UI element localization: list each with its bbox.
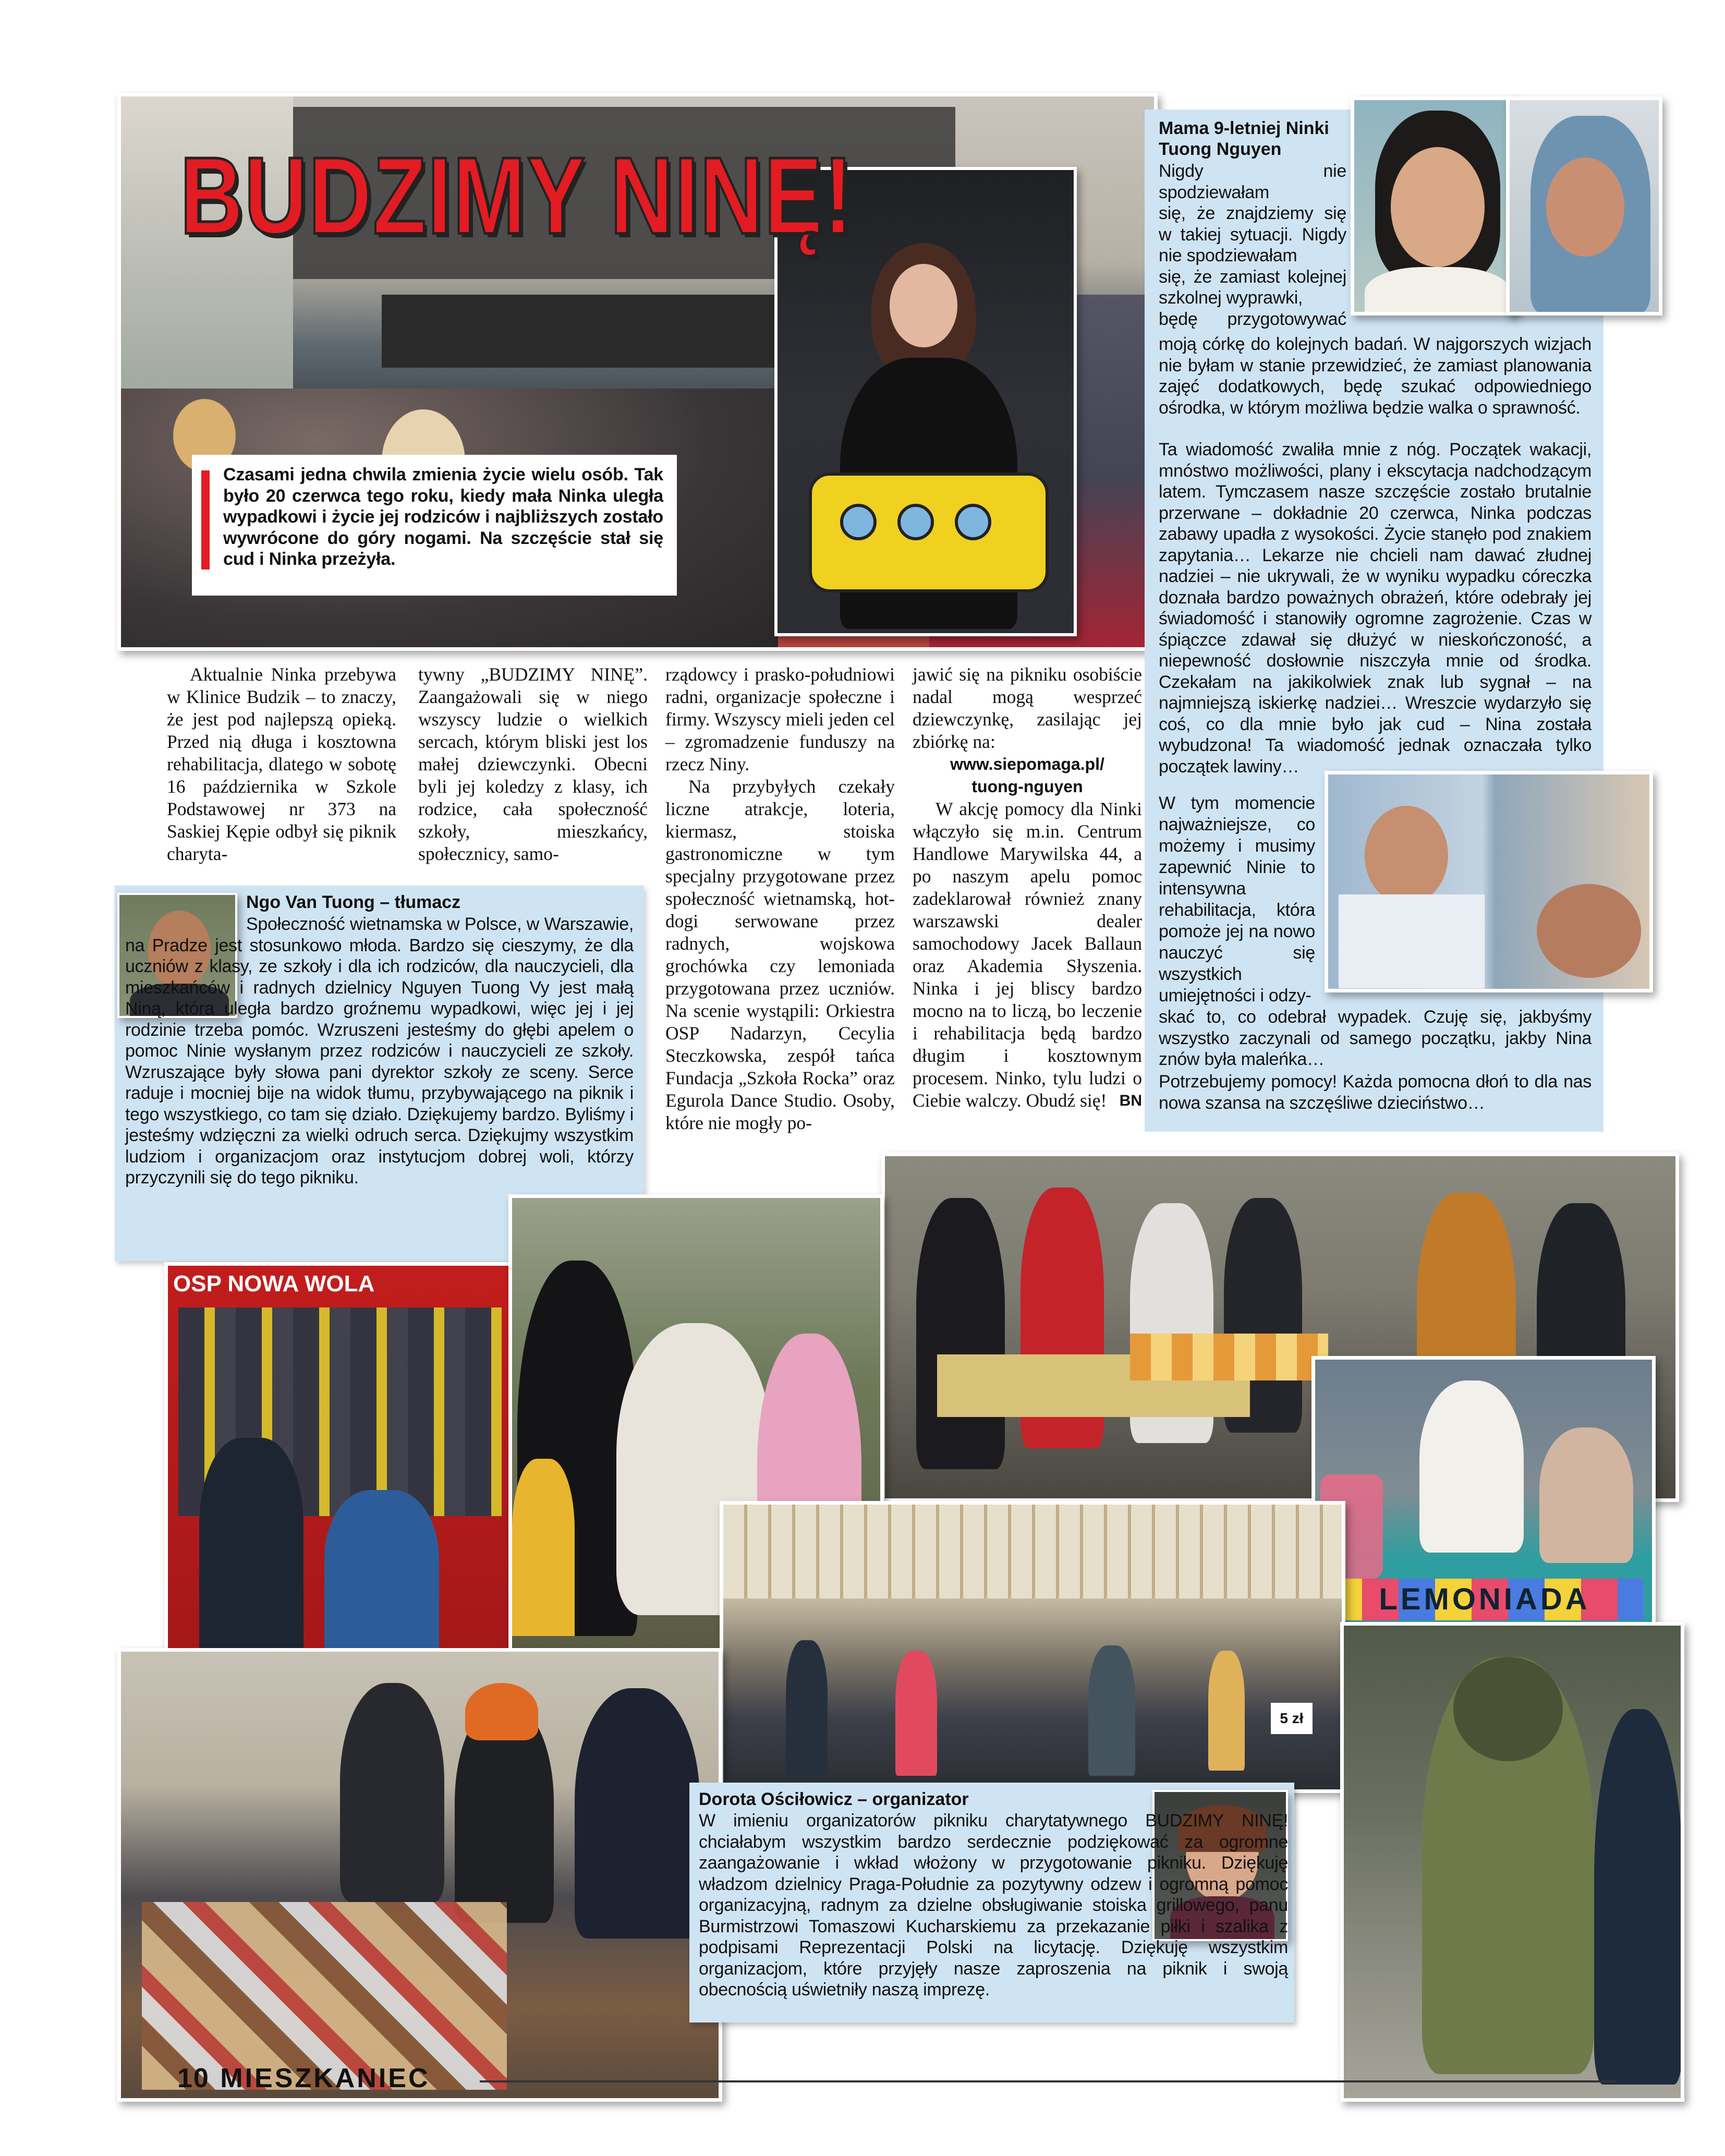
ngo-heading: Ngo Van Tuong – tłumacz bbox=[246, 892, 461, 912]
lead-accent-bar bbox=[201, 470, 210, 570]
price-sign: 5 zł bbox=[1271, 1703, 1313, 1734]
mama-line: Nigdy nie spodziewałam bbox=[1159, 161, 1346, 202]
bomb-suit-photo bbox=[1340, 1622, 1684, 2102]
mama-heading-1: Mama 9-letniej Ninki bbox=[1159, 118, 1329, 138]
column-1-text: Aktualnie Ninka przebywa w Klinice Budzik – to znaczy, że jest pod najlepszą opieką. Przed nią długa i kosztowna rehabilitacja, dlatego w sobotę 16 października w Szkole Podstawowej nr 373 na Saskiej Kępie odbył się piknik charyta- bbox=[167, 664, 396, 864]
article-column-1 bbox=[167, 663, 396, 865]
mama-text-4: Potrzebujemy pomocy! Każda pomocna dłoń to dla nas nowa szansa na szczęśliwe dzieciństwo… bbox=[1159, 1072, 1592, 1113]
dorota-heading: Dorota Ościłowicz – organizator bbox=[699, 1789, 969, 1809]
article-column-2 bbox=[418, 663, 648, 865]
page-footer bbox=[177, 2063, 1617, 2099]
mama-line: w takiej sytuacji. Nigdy nie spodziewałam bbox=[1159, 224, 1346, 265]
gym-fair-photo bbox=[720, 1501, 1345, 1793]
lemonade-banner: LEMONIADA bbox=[1326, 1579, 1644, 1620]
column-4-text-b bbox=[913, 798, 1142, 1112]
mama-line: się, że zamiast kolejnej szkolnej wyprawki, bbox=[1159, 267, 1346, 308]
nina-portrait-photo bbox=[1351, 96, 1517, 316]
hospital-bed-photo bbox=[1325, 771, 1653, 992]
mama-text-1: moją córkę do kolejnych badań. W najgorszych wizjach nie byłam w stanie przewidzieć, że zamiast planowania zajęć dodatkowych, będę szukać odpowiedniego ośrodka, w którym możliwa będzie walka o sprawność. bbox=[1159, 334, 1592, 418]
donation-link-2[interactable]: tuong-nguyen bbox=[971, 777, 1083, 796]
magazine-name: MIESZKANIEC bbox=[220, 2063, 430, 2093]
article-column-4 bbox=[913, 663, 1142, 1112]
mama-line: będę przygotowywać bbox=[1159, 309, 1346, 329]
mama-line: się, że znajdziemy się bbox=[1159, 203, 1346, 223]
column-4-text-a: jawić się na pikniku osobiście nadal mogą wesprzeć dziewczynkę, zasilając jej zbiórkę na: bbox=[913, 664, 1142, 752]
lead-text: Czasami jedna chwila zmienia życie wielu osób. Tak było 20 czerwca tego roku, kiedy mała Ninka uległa wypadkowi i życie jej rodziców i najbliższych zostało wywrócone do góry nogami. Na szczęście stał się cud i Ninka przeżyła. bbox=[223, 465, 663, 569]
mama-text-3: skać to, co odebrał wypadek. Czuję się, jakbyśmy wszystko zaczynali od samego początku, jakby Nina znów była maleńka… bbox=[1159, 1007, 1592, 1069]
mama-text-narrow-2: W tym momencie najważniejsze, co możemy i musimy zapewnić Ninie to intensywna rehabilitacja, która pomoże jej na nowo nauczyć się wszystkich umiejętności i odzy- bbox=[1159, 793, 1315, 1006]
mama-text-2: Ta wiadomość zwaliła mnie z nóg. Początek wakacji, mnóstwo możliwości, plany i ekscytacja nadchodzącym latem. Tymczasem nasze szczęście zostało brutalnie przerwane – dokładnie 20 czerwca, Ninka podczas zabawy upadła z wysokości. Życie stanęło pod znakiem zapytania… Lekarze nie chcieli nam dawać złudnej nadziei – nie ukrywali, że w wyniku wypadku córeczka doznała bardzo poważnych obrażeń, które odebrały jej świadomość i stanowiły ogromne zagrożenie. Czas w śpiączce zdawał się dłużyć w nieskończoność, a niepewność dosłownie niszczyła mnie od środka. Czekałam na jakikolwiek znak lub sygnał – na najmniejszą iskierkę nadziei… Wreszcie wydarzyło się coś, co dla mnie było jak cud – Nina została wybudzona! Ta wiadomość jednak oznaczała tylko początek lawiny… bbox=[1159, 440, 1592, 777]
mama-text-narrow-1 bbox=[1159, 161, 1346, 330]
column-2-text: tywny „BUDZIMY NINĘ”. Zaangażowali się w niego wszyscy ludzie o wielkich sercach, którym bliski jest los małej dziewczynki. Obecni byli jej koledzy z klasy, ich rodzice, cała społeczność szkoły, mieszkańcy, społecznicy, samo- bbox=[418, 664, 648, 864]
article-column-3 bbox=[665, 663, 895, 1134]
dorota-text: W imieniu organizatorów pikniku charytatywnego BUDZIMY NINĘ! chciałabym wszystkim bardzo serdecznie podziękować za ogromne zaangażowanie i wkład włożony w przygotowanie pikniku. Dziękuję władzom dzielnicy Praga-Południe za pozytywny odzew i ogromną pomoc organizacyjną, radnym za dzielne obsługiwanie stoiska grillowego, panu Burmistrzowi Tomaszowi Kucharskiemu za przekazanie piłki i szalika z podpisami Reprezentacji Polski na licytację. Dziękuję wszystkim organizacjom, które przyjęły nasze zaproszenia na piknik i swoją obecnością uświetniły naszą imprezę. bbox=[699, 1811, 1288, 2000]
fire-truck-label: OSP NOWA WOLA bbox=[173, 1271, 375, 1297]
lemonade-photo bbox=[1311, 1356, 1656, 1627]
donation-link[interactable]: www.siepomaga.pl/ bbox=[950, 755, 1104, 773]
fire-truck-photo bbox=[164, 1262, 519, 1653]
nina-hospital-photo bbox=[1506, 96, 1662, 316]
page-number: 10 bbox=[177, 2063, 210, 2093]
mama-heading-2: Tuong Nguyen bbox=[1159, 139, 1282, 159]
toys-table-photo bbox=[117, 1648, 722, 2102]
ngo-text: Społeczność wietnamska w Polsce, w Warszawie, na Pradze jest stosunkowo młoda. Bardzo się cieszymy, że dla uczniów z klasy, ze szkoły i dla ich rodziców, dla nauczycieli, dla mieszkańców i radnych dzielnicy Nguyen Tuong Vy jest małą Niną, która uległa bardzo groźnemu wypadkowi, więc jej i jej rodzinie trzeba pomóc. Wzruszeni jesteśmy do głębi apelem o pomoc Ninie wysłanym przez rodziców i nauczycieli ze szkoły. Wzruszające były słowa pani dyrektor szkoły ze sceny. Serce raduje i mocniej bije na widok tłumu, przybywającego na piknik i tego wszystkiego, co tam się działo. Dziękujemy bardzo. Byliśmy i jesteśmy wdzięczni za wielki odruch serca. Dziękujmy wszystkim ludziom i organizacjom oraz instytucjom dobrej woli, którzy przyczynili się do tego pikniku. bbox=[125, 914, 634, 1188]
footer-rule bbox=[480, 2080, 1617, 2082]
lead-box bbox=[192, 455, 677, 596]
article-title: BUDZIMY NINĘ! bbox=[180, 134, 854, 257]
author-signature: BN bbox=[1119, 1092, 1142, 1109]
column-4-text-b-body: W akcję pomocy dla Ninki włączyło się m.in. Centrum Handlowe Marywilska 44, a po naszym apelu pomoc zadeklarował również znany warszawski dealer samochodowy Jacek Ballaun oraz Akademia Słyszenia. Ninka i jej bliscy bardzo mocno na to liczą, bo leczenie i rehabilitacja będą bardzo długim i kosztownym procesem. Ninko, tylu ludzi o Ciebie walczy. Obudź się! bbox=[913, 798, 1142, 1111]
column-3-text-a: rządowcy i prasko-południowi radni, organizacje społeczne i firmy. Wszyscy mieli jeden cel – zgromadzenie funduszy na rzecz Niny. bbox=[665, 664, 895, 774]
column-3-text-b: Na przybyłych czekały liczne atrakcje, loteria, kiermasz, stoiska gastronomiczne w tym specjalny przygotowane przez społeczność wietnamską, hot-dogi serwowane przez radnych, wojskowa grochówka czy lemoniada przygotowana przez uczniów. Na scenie wystąpili: Orkiestra OSP Nadarzyn, Cecylia Steczkowska, zespół tańca Fundacja „Szkoła Rocka” oraz Egurola Dance Studio. Osoby, które nie mogły po- bbox=[665, 776, 895, 1133]
